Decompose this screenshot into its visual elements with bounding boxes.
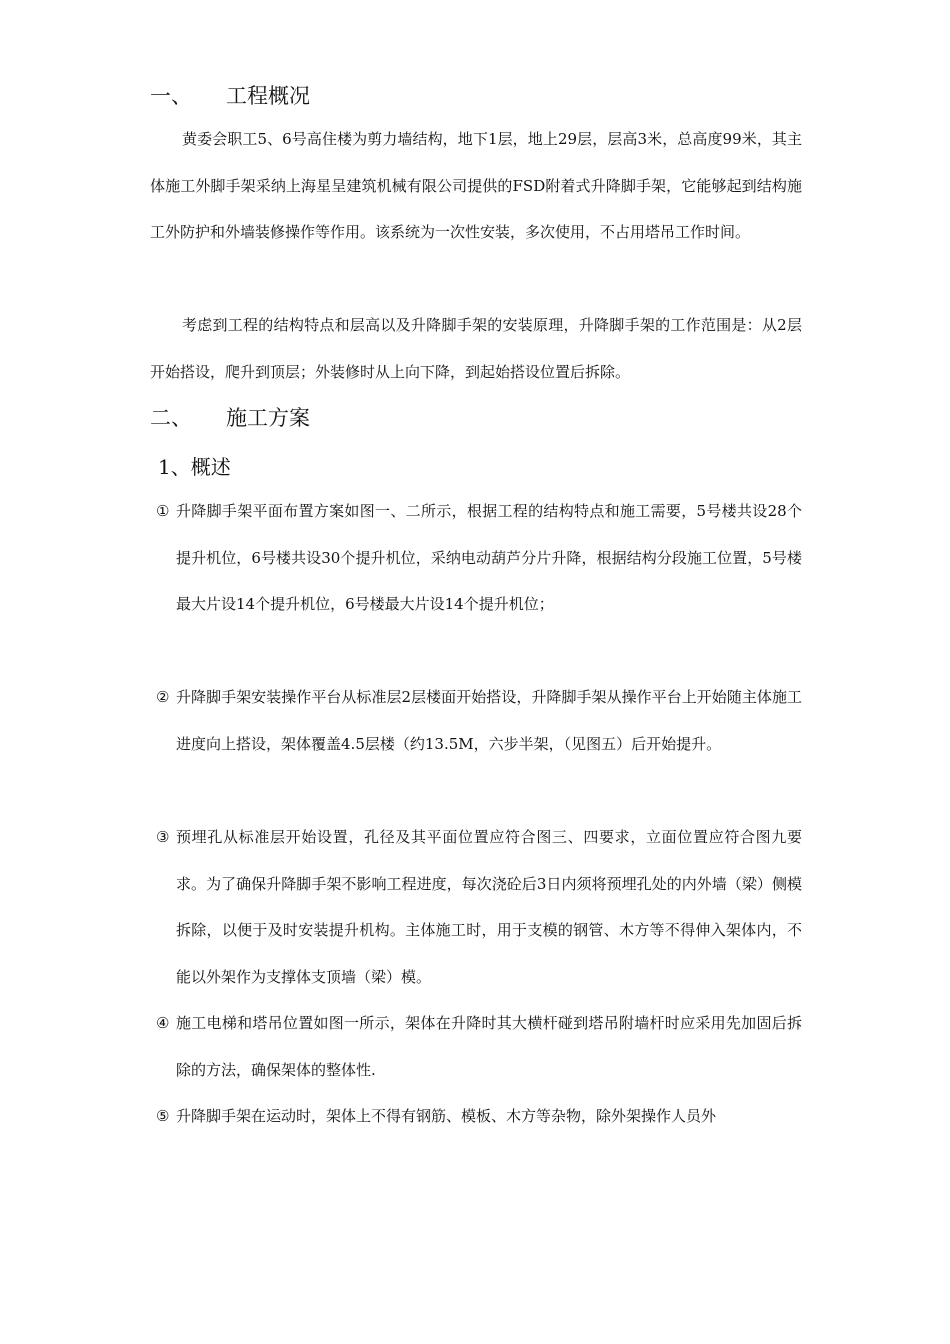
section-1-number: 一、	[150, 84, 192, 108]
list-item-4	[156, 1000, 802, 1093]
section-2-number: 二、	[150, 406, 192, 430]
list-item-3	[156, 814, 802, 1000]
list-item-2-mark: ②	[156, 688, 170, 706]
list-item-1	[156, 488, 802, 628]
list-item-5-mark: ⑤	[156, 1107, 170, 1125]
list-item-1-text: 升降脚手架平面布置方案如图一、二所示，根据工程的结构特点和施工需要，5号楼共设28个提升机位，6号楼共设30个提升机位，采纳电动葫芦分片升降，根据结构分段施工位置，5号楼最大片设14个提升机位，6号楼最大片设14个提升机位；	[176, 502, 802, 613]
list-item-1-mark: ①	[156, 502, 170, 520]
list-item-5-text: 升降脚手架在运动时，架体上不得有钢筋、模板、木方等杂物，除外架操作人员外	[176, 1107, 717, 1125]
section-1-title: 工程概况	[226, 84, 310, 108]
list-item-2-text: 升降脚手架安装操作平台从标准层2层楼面开始搭设，升降脚手架从操作平台上开始随主体施工进度向上搭设，架体覆盖4.5层楼（约13.5M，六步半架，（见图五）后开始提升。	[176, 688, 802, 753]
section-1-paragraph-1: 黄委会职工5、6号高住楼为剪力墙结构，地下1层，地上29层，层高3米，总高度99米，其主体施工外脚手架采纳上海星呈建筑机械有限公司提供的FSD附着式升降脚手架，它能够起到结构施工外防护和外墙装修操作等作用。该系统为一次性安装，多次使用，不占用塔吊工作时间。	[150, 130, 802, 241]
section-1-paragraph-2: 考虑到工程的结构特点和层高以及升降脚手架的安装原理，升降脚手架的工作范围是：从2层开始搭设，爬升到顶层；外装修时从上向下降，到起始搭设位置后拆除。	[150, 316, 802, 381]
list-item-5	[156, 1093, 802, 1140]
list-item-4-text: 施工电梯和塔吊位置如图一所示，架体在升降时其大横杆碰到塔吊附墙杆时应采用先加固后拆除的方法，确保架体的整体性.	[176, 1014, 802, 1079]
list-item-4-mark: ④	[156, 1014, 170, 1032]
section-2-heading	[150, 404, 310, 432]
section-2-title: 施工方案	[226, 406, 310, 430]
subsection-1-title: 1、概述	[158, 455, 231, 479]
list-item-3-mark: ③	[156, 828, 170, 846]
list-item-2	[156, 674, 802, 767]
list-item-3-text: 预埋孔从标准层开始设置，孔径及其平面位置应符合图三、四要求，立面位置应符合图九要求。为了确保升降脚手架不影响工程进度，每次浇砼后3日内须将预埋孔处的内外墙（梁）侧模拆除，以便于及时安装提升机构。主体施工时，用于支模的钢管、木方等不得伸入架体内，不能以外架作为支撑体支顶墙（梁）模。	[176, 828, 802, 986]
section-1-heading	[150, 82, 310, 110]
